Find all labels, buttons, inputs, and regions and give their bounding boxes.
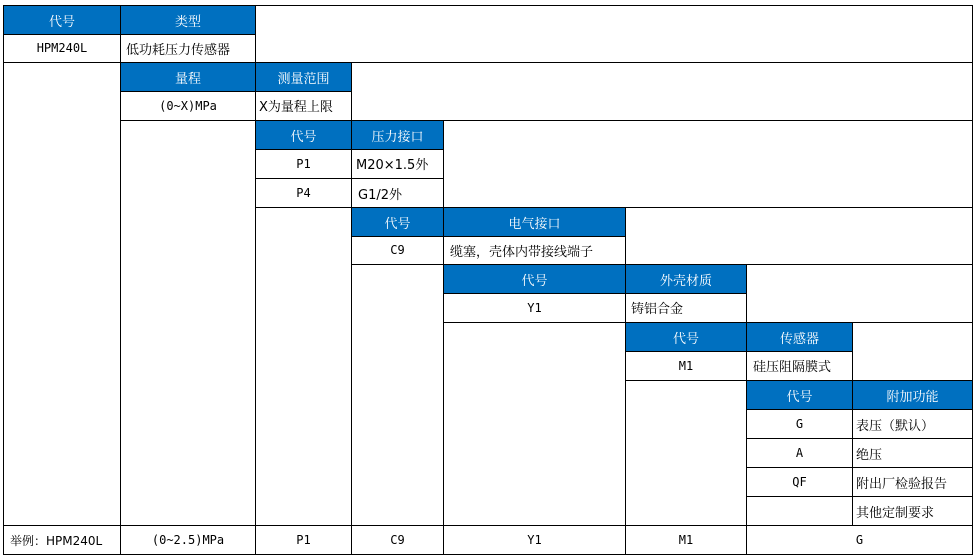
grid-line — [443, 207, 444, 555]
grid-line — [746, 322, 747, 555]
extra-code-a: A — [795, 446, 804, 460]
extra-code-qf: QF — [792, 475, 807, 489]
port-value-p1: M20×1.5外 — [356, 158, 429, 173]
extra-value-a: 绝压 — [856, 447, 883, 463]
grid-line — [746, 409, 973, 410]
grid-line — [443, 120, 444, 208]
extra-value-g: 表压（默认） — [856, 418, 935, 434]
table-border-right — [972, 5, 973, 555]
grid-line — [852, 322, 853, 381]
example-range: (0~2.5)MPa — [151, 533, 225, 547]
grid-line — [120, 120, 973, 121]
grid-line — [852, 380, 853, 526]
header-range: 量程 — [121, 63, 255, 91]
grid-line — [625, 351, 853, 352]
model-code: HPM240L — [36, 41, 88, 55]
table-border-left — [3, 5, 4, 555]
header-sensor: 传感器 — [747, 323, 852, 351]
grid-line — [120, 91, 352, 92]
grid-line — [255, 5, 256, 63]
grid-line — [255, 207, 973, 208]
range-note: X为量程上限 — [259, 100, 333, 115]
grid-line — [746, 438, 973, 439]
extra-value-qf: 附出厂检验报告 — [856, 476, 948, 492]
header-housing: 外壳材质 — [626, 265, 746, 293]
grid-line — [746, 496, 973, 497]
grid-line — [351, 264, 973, 265]
port-code-p1: P1 — [296, 156, 311, 171]
sensor-code: M1 — [678, 358, 694, 373]
header-code: 代号 — [4, 6, 120, 34]
grid-line — [625, 380, 973, 381]
port-value-p4: G1/2外 — [358, 187, 402, 203]
electrical-code: C9 — [390, 243, 405, 257]
grid-line — [351, 62, 352, 121]
extra-code-custom — [747, 497, 852, 525]
sensor-value: 硅压阻隔膜式 — [753, 360, 832, 375]
grid-line — [3, 525, 973, 526]
header-housing-code: 代号 — [444, 265, 625, 293]
example-sensor: M1 — [678, 533, 694, 547]
grid-line — [3, 34, 256, 35]
electrical-value: 缆塞，壳体内带接线端子 — [450, 244, 594, 260]
header-port-code: 代号 — [256, 121, 351, 149]
grid-line — [443, 293, 747, 294]
grid-line — [625, 207, 626, 265]
header-sensor-code: 代号 — [626, 323, 746, 351]
grid-line — [443, 322, 973, 323]
grid-line — [255, 149, 444, 150]
grid-line — [625, 264, 626, 555]
header-elec-code: 代号 — [352, 208, 443, 236]
header-pressure-port: 压力接口 — [352, 121, 443, 149]
header-extra: 附加功能 — [853, 381, 972, 409]
header-extra-code: 代号 — [747, 381, 852, 409]
grid-line — [255, 62, 256, 555]
grid-line — [351, 120, 352, 555]
extra-code-g: G — [795, 417, 804, 431]
header-scope: 测量范围 — [256, 63, 351, 91]
header-electrical: 电气接口 — [444, 208, 625, 236]
example-label: 举例：HPM240L — [10, 533, 103, 548]
example-electrical: C9 — [390, 533, 405, 547]
grid-line — [746, 264, 747, 323]
housing-code: Y1 — [527, 300, 542, 315]
range-value: (0~X)MPa — [159, 98, 217, 113]
extra-value-custom: 其他定制要求 — [856, 505, 935, 521]
example-port: P1 — [296, 533, 311, 547]
port-code-p4: P4 — [296, 186, 311, 200]
example-housing: Y1 — [527, 533, 542, 547]
grid-line — [746, 467, 973, 468]
table-border-bottom — [3, 554, 973, 555]
grid-line — [120, 5, 121, 555]
example-extra: G — [855, 533, 864, 547]
housing-value: 铸铝合金 — [631, 302, 684, 317]
grid-line — [3, 62, 973, 63]
header-type: 类型 — [121, 6, 255, 34]
grid-line — [255, 178, 444, 179]
model-type: 低功耗压力传感器 — [126, 42, 231, 58]
table-border-top — [3, 5, 973, 6]
grid-line — [351, 236, 626, 237]
